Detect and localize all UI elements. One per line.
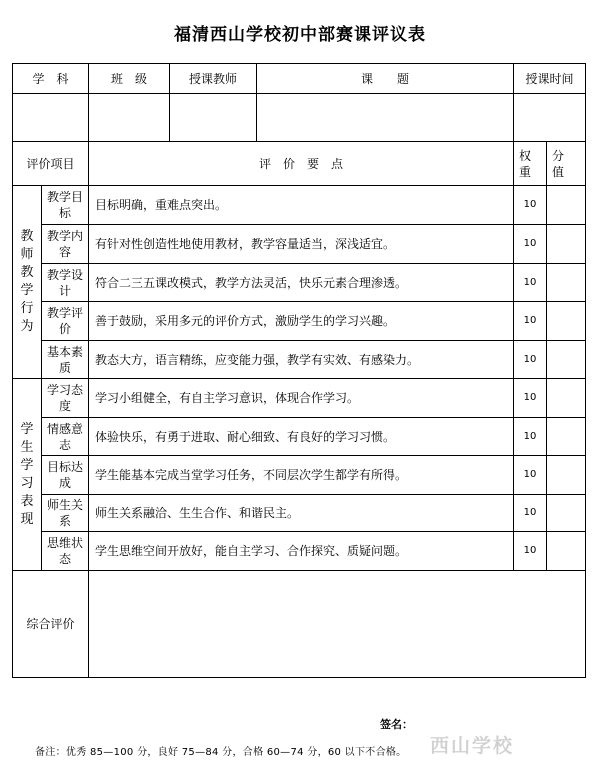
eval-point: 目标明确，重难点突出。 <box>89 186 514 225</box>
eval-point: 有针对性创造性地使用教材，教学容量适当，深浅适宜。 <box>89 225 514 264</box>
eval-point: 学生思维空间开放好，能自主学习、合作探究、质疑问题。 <box>89 532 514 571</box>
eval-item-header: 评价项目 <box>13 142 89 186</box>
weight-value: 10 <box>514 341 547 379</box>
weight-value: 10 <box>514 379 547 418</box>
score-input[interactable] <box>547 225 586 264</box>
table-row <box>13 379 586 418</box>
header-teacher: 授课教师 <box>170 64 257 94</box>
score-header <box>547 142 586 186</box>
weight-value: 10 <box>514 495 547 532</box>
table-row <box>13 225 586 264</box>
weight-value: 10 <box>514 532 547 571</box>
weight-value: 10 <box>514 418 547 456</box>
score-input[interactable] <box>547 418 586 456</box>
table-row <box>13 302 586 341</box>
weight-value: 10 <box>514 186 547 225</box>
evaluation-form-table <box>12 63 586 678</box>
group-teacher-behavior <box>13 186 42 379</box>
table-row <box>13 418 586 456</box>
score-input[interactable] <box>547 341 586 379</box>
sub-item: 教学评价 <box>42 302 89 341</box>
table-row <box>13 341 586 379</box>
sub-item: 学习态度 <box>42 379 89 418</box>
eval-point: 体验快乐，有勇于进取、耐心细致、有良好的学习习惯。 <box>89 418 514 456</box>
weight-value: 10 <box>514 456 547 495</box>
header-class: 班 级 <box>89 64 170 94</box>
eval-point: 学习小组健全，有自主学习意识，体现合作学习。 <box>89 379 514 418</box>
eval-point: 善于鼓励，采用多元的评价方式，激励学生的学习兴趣。 <box>89 302 514 341</box>
weight-value: 10 <box>514 225 547 264</box>
time-cell[interactable] <box>514 94 586 142</box>
remarks-note: 备注：优秀 85—100 分，良好 75—84 分，合格 60—74 分，60 以下不合格。 <box>35 747 407 758</box>
class-cell[interactable] <box>89 94 170 142</box>
info-input-row <box>13 94 586 142</box>
table-row <box>13 495 586 532</box>
weight-value: 10 <box>514 264 547 302</box>
header-time: 授课时间 <box>514 64 586 94</box>
subject-cell[interactable] <box>13 94 89 142</box>
eval-point: 符合二三五课改模式，教学方法灵活，快乐元素合理渗透。 <box>89 264 514 302</box>
header-row <box>13 64 586 94</box>
sub-item: 教学内容 <box>42 225 89 264</box>
sub-item: 基本素质 <box>42 341 89 379</box>
sub-item: 教学设计 <box>42 264 89 302</box>
sub-item: 师生关系 <box>42 495 89 532</box>
sub-item: 情感意志 <box>42 418 89 456</box>
score-header-label: 分值 <box>552 148 565 179</box>
group-label: 学生学习表现 <box>20 421 34 527</box>
header-subject: 学 科 <box>13 64 89 94</box>
group-student-performance <box>13 379 42 571</box>
topic-cell[interactable] <box>257 94 514 142</box>
summary-row <box>13 571 586 678</box>
table-row <box>13 186 586 225</box>
eval-point: 学生能基本完成当堂学习任务，不同层次学生都学有所得。 <box>89 456 514 495</box>
form-title: 福清西山学校初中部赛课评议表 <box>174 25 426 45</box>
score-input[interactable] <box>547 379 586 418</box>
score-input[interactable] <box>547 495 586 532</box>
score-input[interactable] <box>547 456 586 495</box>
teacher-cell[interactable] <box>170 94 257 142</box>
score-input[interactable] <box>547 302 586 341</box>
watermark-logo: 西山学校 <box>430 735 515 757</box>
summary-input[interactable] <box>89 571 586 678</box>
weight-value: 10 <box>514 302 547 341</box>
score-input[interactable] <box>547 186 586 225</box>
sub-item: 思维状态 <box>42 532 89 571</box>
header-topic: 课 题 <box>257 64 514 94</box>
sub-item: 目标达成 <box>42 456 89 495</box>
eval-points-header: 评 价 要 点 <box>89 142 514 186</box>
sub-item: 教学目标 <box>42 186 89 225</box>
group-label: 教师教学行为 <box>20 229 34 334</box>
weight-header <box>514 142 547 186</box>
eval-point: 教态大方，语言精练，应变能力强，教学有实效、有感染力。 <box>89 341 514 379</box>
score-input[interactable] <box>547 264 586 302</box>
eval-point: 师生关系融洽、生生合作、和谐民主。 <box>89 495 514 532</box>
eval-header-row <box>13 142 586 186</box>
score-input[interactable] <box>547 532 586 571</box>
weight-header-label: 权重 <box>519 148 532 179</box>
table-row <box>13 532 586 571</box>
signature-label: 签名： <box>380 718 413 731</box>
summary-label: 综合评价 <box>13 571 89 678</box>
table-row <box>13 264 586 302</box>
table-row <box>13 456 586 495</box>
